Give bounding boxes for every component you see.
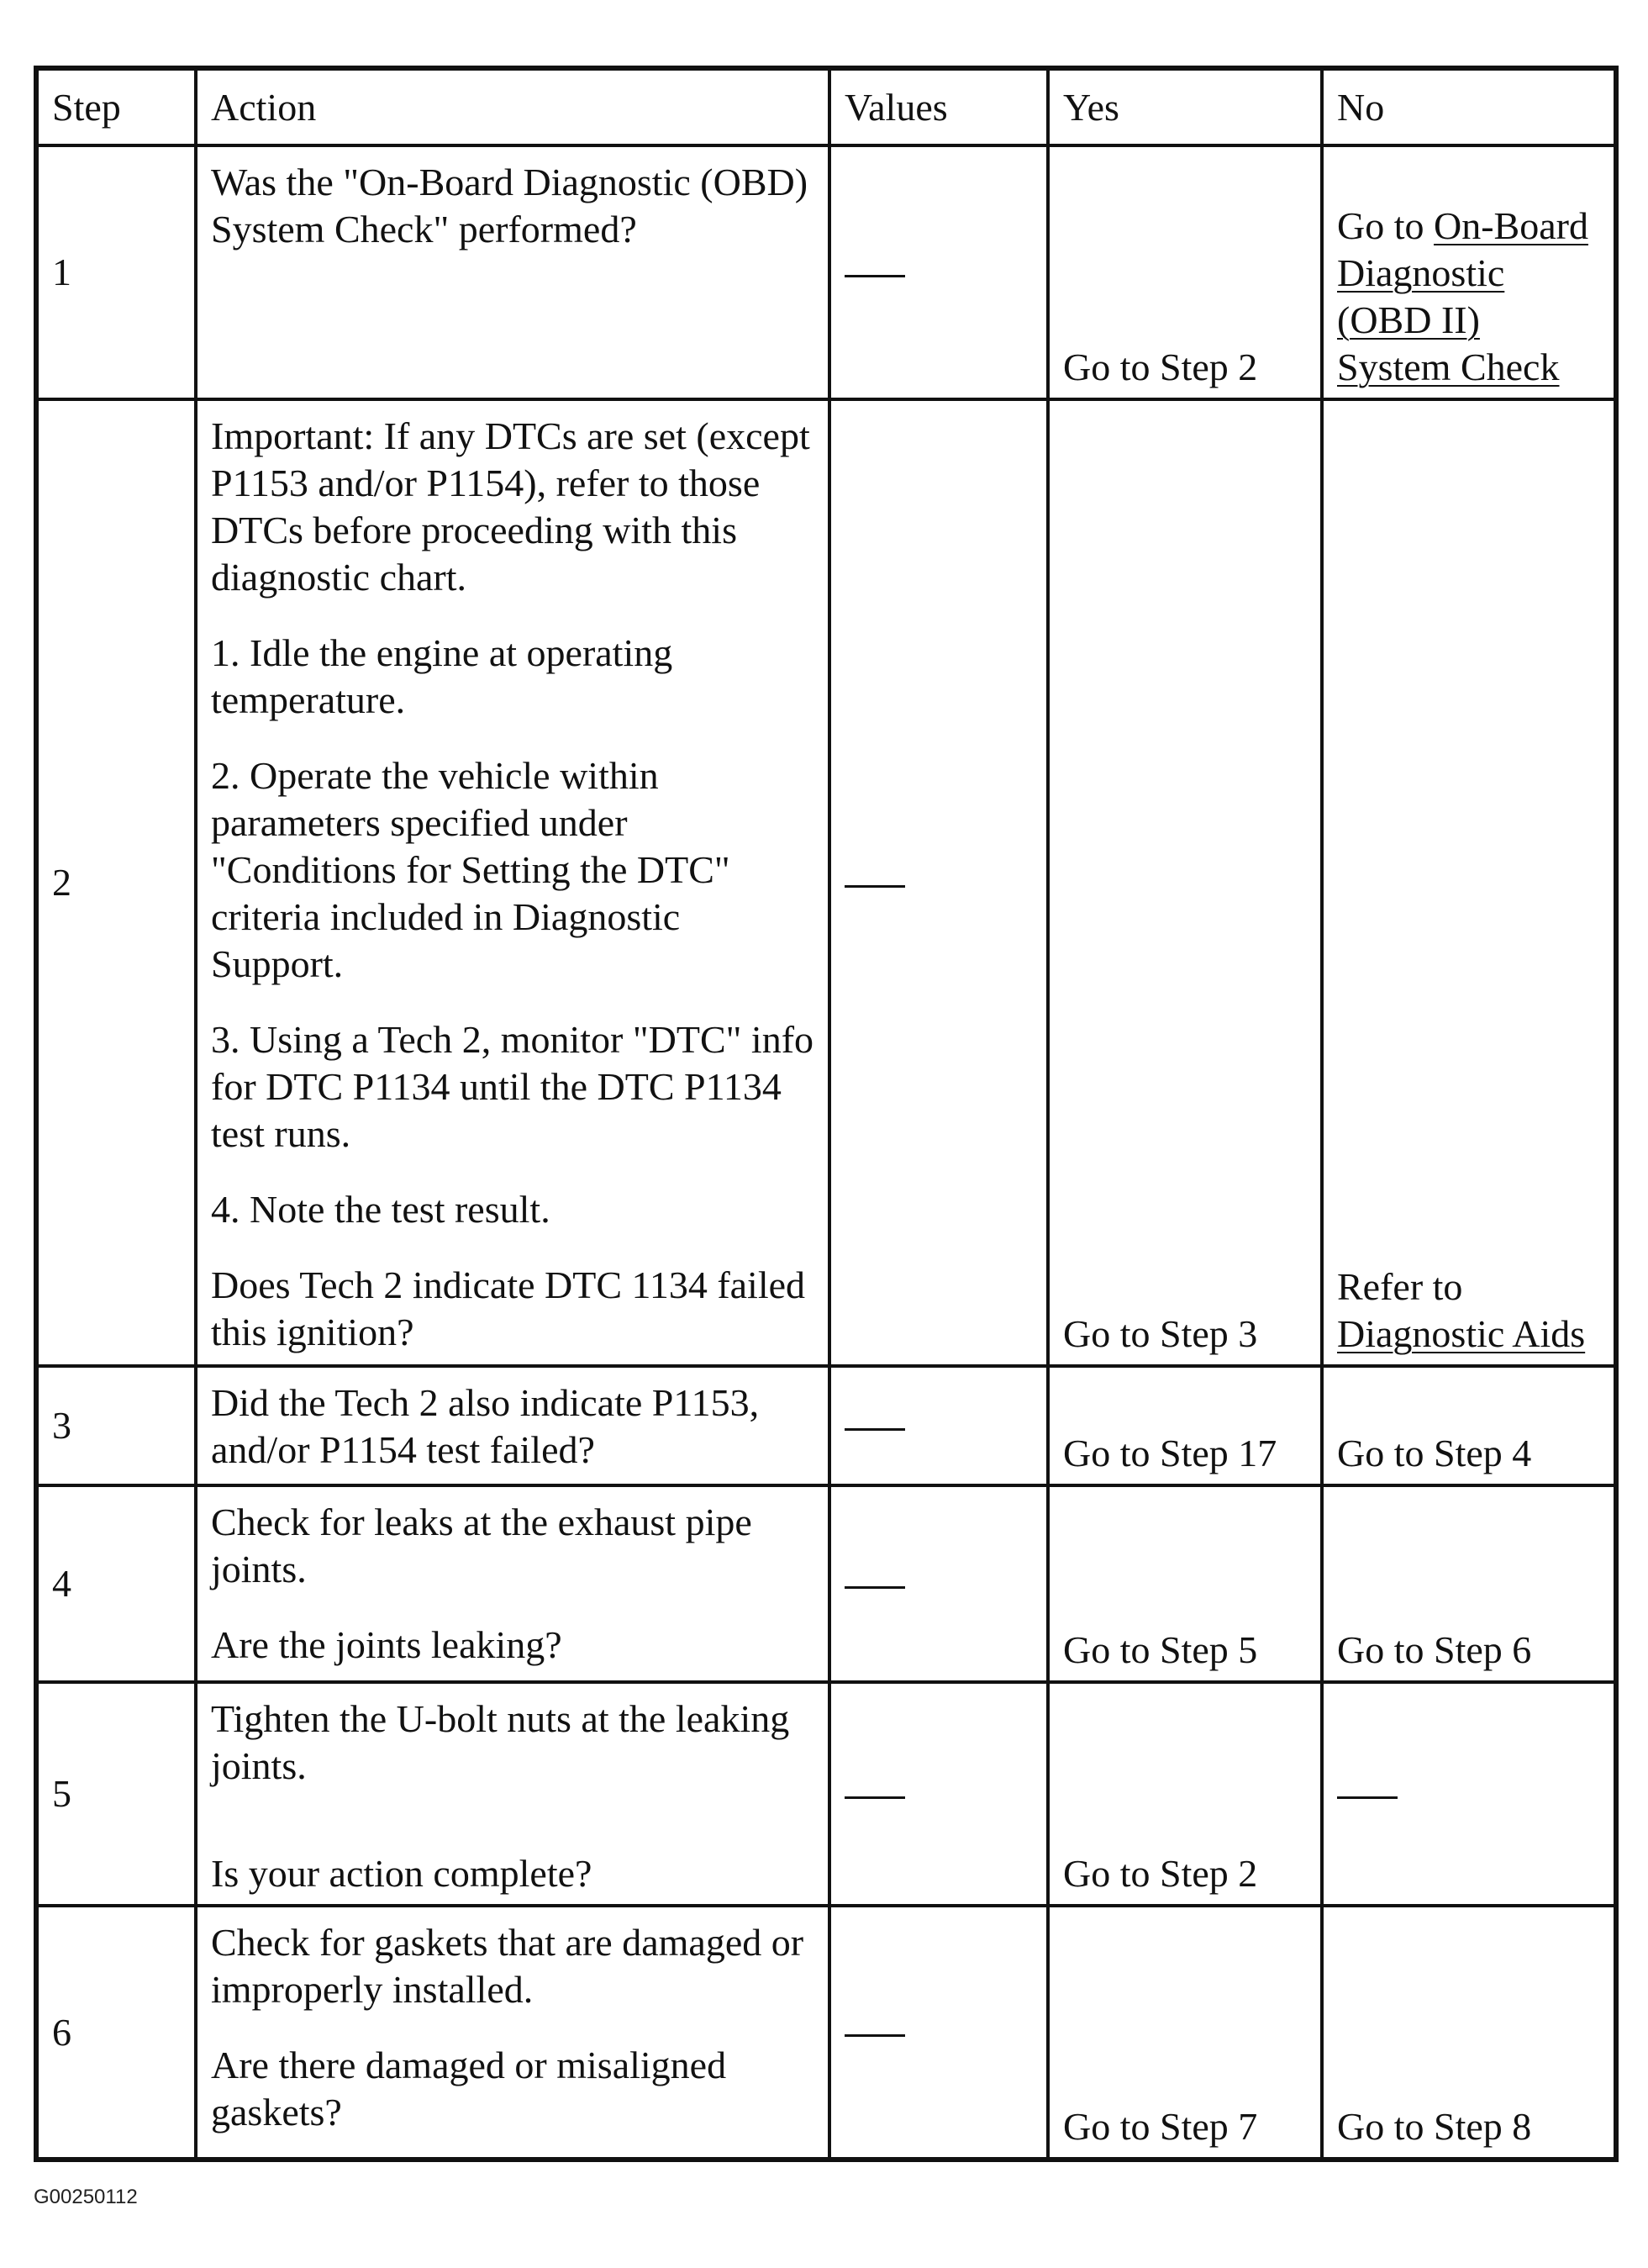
action-text: Check for leaks at the exhaust pipe joints. [211, 1501, 752, 1590]
empty-value-dash [845, 1586, 905, 1589]
action-question: Did the Tech 2 also indicate P1153, and/or P1154 test failed? [211, 1381, 760, 1471]
no-cell [1322, 145, 1616, 399]
no-action: Go to Step 8 [1322, 1906, 1616, 2160]
table-row [36, 1906, 1616, 2160]
header-values: Values [829, 68, 1048, 145]
action-cell [196, 1906, 829, 2160]
header-yes: Yes [1048, 68, 1322, 145]
table-row [36, 1485, 1616, 1682]
action-text: 2. Operate the vehicle within parameters specified under "Conditions for Setting the DTC" criteria included in Diagnostic Support. [211, 754, 730, 985]
step-number: 1 [36, 145, 196, 399]
header-step: Step [36, 68, 196, 145]
values-cell [829, 145, 1048, 399]
no-action: Go to Step 6 [1322, 1485, 1616, 1682]
table-row [36, 399, 1616, 1366]
yes-action: Go to Step 2 [1048, 1682, 1322, 1906]
action-text: Check for gaskets that are damaged or improperly installed. [211, 1921, 804, 2011]
no-action: Go to Step 4 [1322, 1366, 1616, 1485]
yes-action: Go to Step 5 [1048, 1485, 1322, 1682]
action-cell [196, 145, 829, 399]
empty-value-dash [845, 1428, 905, 1431]
no-action-prefix: Refer to [1337, 1265, 1463, 1308]
link-diagnostic-aids[interactable]: Diagnostic Aids [1337, 1312, 1586, 1355]
table-row [36, 145, 1616, 399]
action-cell [196, 1366, 829, 1485]
action-question: Is your action complete? [211, 1852, 592, 1895]
values-cell [829, 399, 1048, 1366]
header-action: Action [196, 68, 829, 145]
link-obd-system-check[interactable]: On-Board Diagnostic (OBD II) System Check [1337, 204, 1588, 388]
important-note: Important: If any DTCs are set (except P1153 and/or P1154), refer to those DTCs before proceeding with this diagnostic chart. [211, 414, 810, 599]
step-number: 3 [36, 1366, 196, 1485]
no-cell [1322, 399, 1616, 1366]
values-cell [829, 1682, 1048, 1906]
empty-value-dash [1337, 1796, 1398, 1799]
action-text: 4. Note the test result. [211, 1188, 550, 1231]
yes-action: Go to Step 17 [1048, 1366, 1322, 1485]
step-number: 4 [36, 1485, 196, 1682]
step-number: 6 [36, 1906, 196, 2160]
action-question: Are there damaged or misaligned gaskets? [211, 2044, 727, 2134]
no-cell [1322, 1682, 1616, 1906]
step-number: 5 [36, 1682, 196, 1906]
table-row [36, 1366, 1616, 1485]
yes-action: Go to Step 7 [1048, 1906, 1322, 2160]
action-cell [196, 1682, 829, 1906]
empty-value-dash [845, 275, 905, 277]
step-number: 2 [36, 399, 196, 1366]
action-text: Was the "On-Board Diagnostic (OBD) System Check" performed? [211, 161, 808, 251]
action-question: Does Tech 2 indicate DTC 1134 failed this ignition? [211, 1263, 806, 1353]
yes-action: Go to Step 3 [1048, 399, 1322, 1366]
no-action-prefix: Go to [1337, 204, 1434, 247]
values-cell [829, 1366, 1048, 1485]
values-cell [829, 1485, 1048, 1682]
image-code: G00250112 [34, 2186, 138, 2208]
action-cell [196, 399, 829, 1366]
action-cell [196, 1485, 829, 1682]
values-cell [829, 1906, 1048, 2160]
table-header-row [36, 68, 1616, 145]
table-row [36, 1682, 1616, 1906]
empty-value-dash [845, 2034, 905, 2037]
empty-value-dash [845, 885, 905, 888]
empty-value-dash [845, 1796, 905, 1799]
action-text: Tighten the U-bolt nuts at the leaking joints. [211, 1697, 790, 1787]
header-no: No [1322, 68, 1616, 145]
diagnostic-table [34, 66, 1619, 2162]
action-text: 3. Using a Tech 2, monitor "DTC" info for DTC P1134 until the DTC P1134 test runs. [211, 1018, 814, 1155]
yes-action: Go to Step 2 [1048, 145, 1322, 399]
action-question: Are the joints leaking? [211, 1623, 562, 1666]
action-text: 1. Idle the engine at operating temperature. [211, 631, 673, 721]
